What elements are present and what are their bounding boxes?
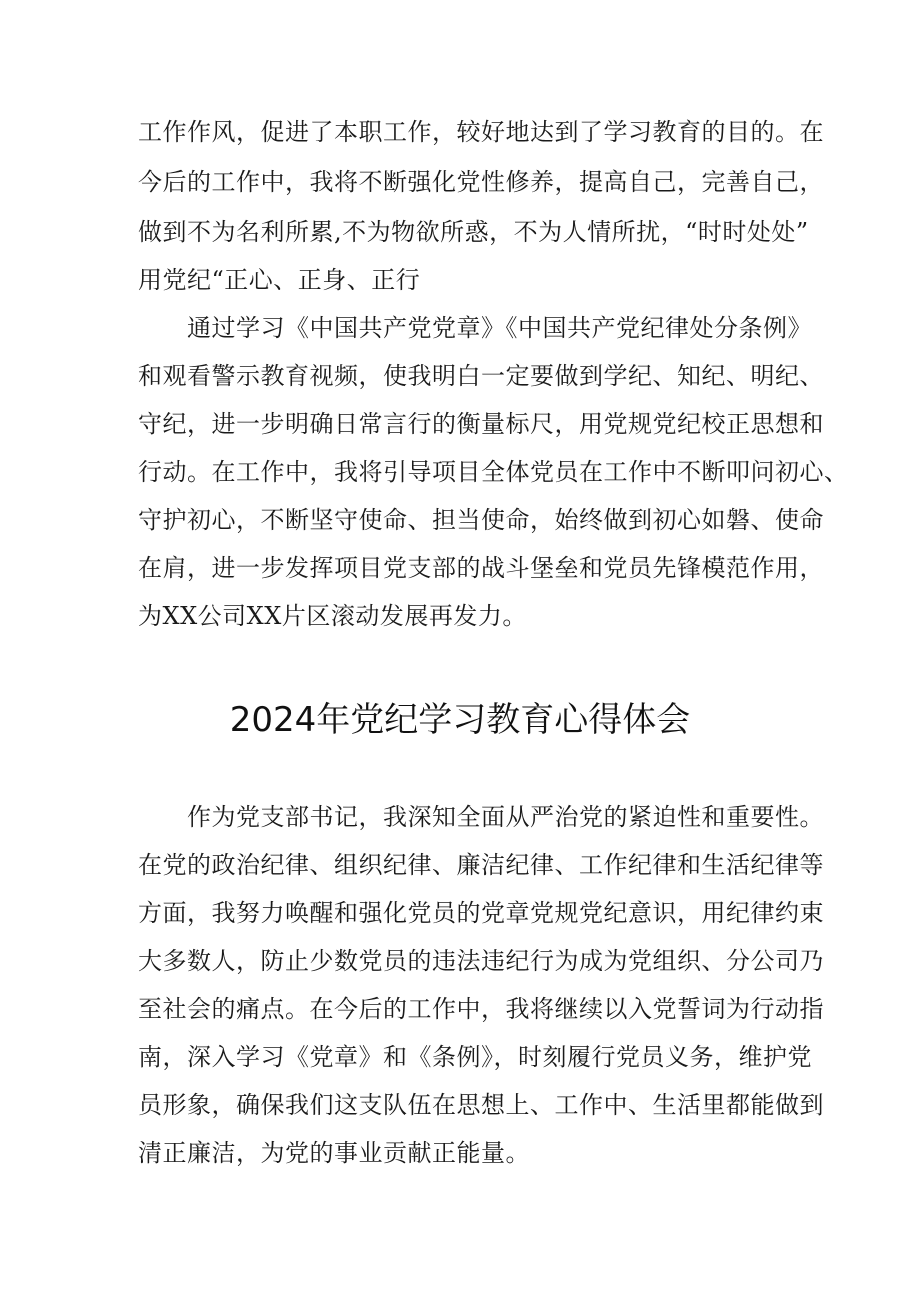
paragraph-line: 守护初心，不断坚守使命、担当使命，始终做到初心如磐、使命 bbox=[138, 506, 824, 534]
paragraph-line: 南，深入学习《党章》和《条例》，时刻履行党员义务，维护党 bbox=[138, 1043, 812, 1071]
paragraph-line: 为XX公司XX片区滚动发展再发力。 bbox=[138, 602, 527, 630]
paragraph-line: 工作作风，促进了本职工作，较好地达到了学习教育的目的。在 bbox=[138, 118, 824, 146]
paragraph-line: 在党的政治纪律、组织纪律、廉洁纪律、工作纪律和生活纪律等 bbox=[138, 851, 824, 879]
paragraph-line: 用党纪“正心、正身、正行 bbox=[138, 266, 421, 294]
paragraph-line: 员形象，确保我们这支队伍在思想上、工作中、生活里都能做到 bbox=[138, 1091, 824, 1119]
paragraph-line: 方面，我努力唤醒和强化党员的党章党规党纪意识，用纪律约束 bbox=[138, 899, 824, 927]
paragraph-line: 守纪，进一步明确日常言行的衡量标尺，用党规党纪校正思想和 bbox=[138, 410, 824, 438]
paragraph-line: 行动。在工作中，我将引导项目全体党员在工作中不断叩问初心、 bbox=[138, 458, 849, 486]
paragraph-line: 在肩，进一步发挥项目党支部的战斗堡垒和党员先锋模范作用， bbox=[138, 554, 824, 582]
paragraph-line: 作为党支部书记，我深知全面从严治党的紧迫性和重要性。 bbox=[187, 803, 824, 831]
paragraph-line: 做到不为名利所累,不为物欲所惑，不为人情所扰，“时时处处” bbox=[138, 218, 809, 246]
paragraph-line: 大多数人，防止少数党员的违法违纪行为成为党组织、分公司乃 bbox=[138, 947, 824, 975]
paragraph-line: 清正廉洁，为党的事业贡献正能量。 bbox=[138, 1139, 530, 1167]
paragraph-line: 至社会的痛点。在今后的工作中，我将继续以入党誓词为行动指 bbox=[138, 995, 824, 1023]
paragraph-line: 通过学习《中国共产党党章》《中国共产党纪律处分条例》 bbox=[187, 314, 812, 342]
article-title: 2024年党纪学习教育心得体会 bbox=[229, 700, 691, 740]
paragraph-line: 今后的工作中，我将不断强化党性修养，提高自己，完善自己， bbox=[138, 168, 824, 196]
paragraph-line: 和观看警示教育视频，使我明白一定要做到学纪、知纪、明纪、 bbox=[138, 362, 824, 390]
